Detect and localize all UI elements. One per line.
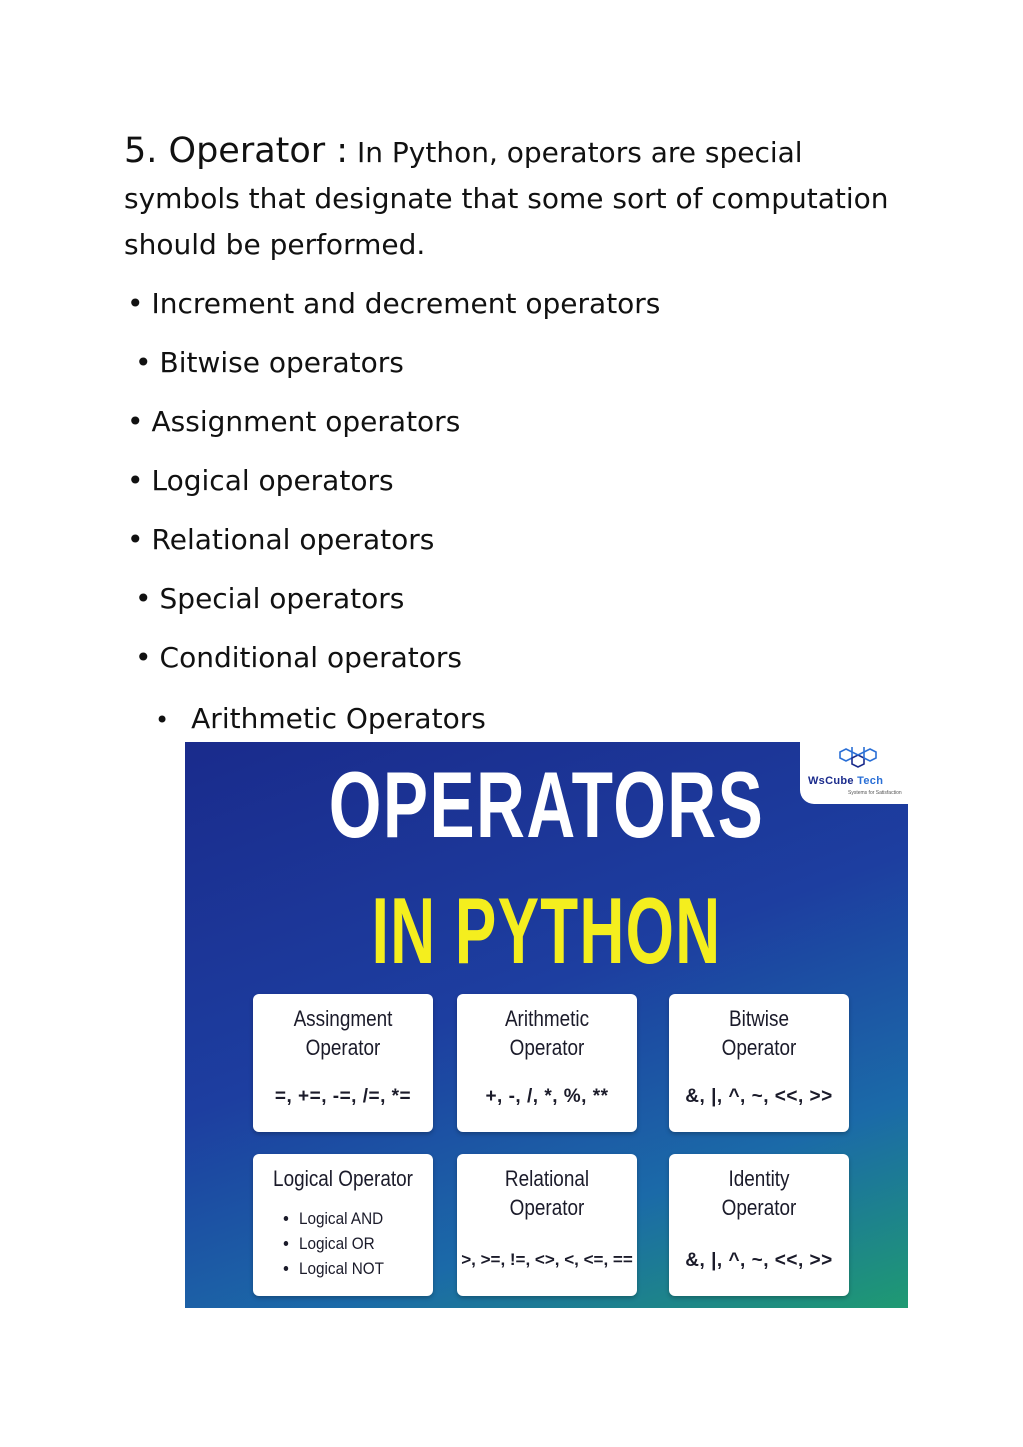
logo-wordmark [808, 775, 883, 787]
operator-card-identity [669, 1154, 849, 1296]
card-title-line2: Operator [721, 1035, 797, 1060]
operator-card-assignment [253, 994, 433, 1132]
logo-tagline: Systems for Satisfaction [848, 790, 902, 796]
bullet-dot: • [135, 346, 152, 379]
bullet-item [127, 522, 434, 558]
card-title-line1: Assingment [293, 1006, 393, 1031]
card-title-line1: Relational [504, 1166, 590, 1191]
card-symbols: >, >=, !=, <>, <, <=, == [461, 1250, 633, 1269]
bullet-dot: • [127, 523, 144, 556]
card-title-line2: Operator [509, 1035, 585, 1060]
bullet-item [135, 581, 404, 617]
operator-card-relational [457, 1154, 637, 1296]
banner-title-line1: OPERATORS [328, 752, 765, 857]
intro-paragraph [124, 128, 914, 268]
operator-card-arithmetic [457, 994, 637, 1132]
card-title [470, 1164, 625, 1222]
bullet-text: Special operators [159, 582, 405, 615]
logical-operator-list [283, 1206, 393, 1281]
card-symbols: &, |, ^, ~, <<, >> [685, 1250, 833, 1271]
operator-card-logical [253, 1154, 433, 1296]
section-heading: 5. Operator : [124, 131, 349, 171]
bullet-item [127, 463, 394, 499]
card-title: Logical Operator [273, 1166, 413, 1191]
bullet-text: Arithmetic Operators [191, 702, 486, 735]
list-item: • Logical OR [299, 1231, 384, 1256]
bullet-dot: • [155, 706, 170, 734]
banner-title-line2: IN PYTHON [371, 878, 722, 983]
bullet-item [127, 404, 460, 440]
card-title-line1: Bitwise [729, 1006, 789, 1031]
bullet-item [135, 345, 404, 381]
wscube-logo [800, 742, 908, 804]
card-title-line2: Operator [305, 1035, 381, 1060]
bullet-text: Bitwise operators [159, 346, 404, 379]
operator-card-bitwise [669, 994, 849, 1132]
logo-brand: WsCube [808, 775, 854, 787]
bullet-dot: • [135, 641, 152, 674]
card-title-line2: Operator [509, 1195, 585, 1220]
card-symbols: =, +=, -=, /=, *= [274, 1086, 412, 1107]
card-title [682, 1004, 837, 1062]
bullet-dot: • [127, 287, 144, 320]
hexagon-logo-icon [838, 747, 884, 775]
bullet-dot: • [135, 582, 152, 615]
bullet-text: Logical operators [151, 464, 394, 497]
list-item: • Logical NOT [299, 1256, 384, 1281]
card-title-line1: Arithmetic [504, 1006, 590, 1031]
operators-banner-image [185, 742, 908, 1308]
card-title [682, 1164, 837, 1222]
bullet-text: Conditional operators [159, 641, 462, 674]
bullet-item [155, 701, 486, 738]
list-item: • Logical AND [299, 1206, 384, 1231]
card-symbols: +, -, /, *, %, ** [485, 1086, 609, 1107]
card-title-line1: Identity [728, 1166, 790, 1191]
bullet-text: Relational operators [151, 523, 435, 556]
logo-brand-tech: Tech [857, 775, 884, 787]
bullet-dot: • [127, 405, 144, 438]
card-title [266, 1004, 421, 1062]
bullet-text: Assignment operators [151, 405, 461, 438]
card-title-line2: Operator [721, 1195, 797, 1220]
intro-text: In Python, operators are special symbols that designate that some sort of computation should be performed. [124, 136, 889, 261]
bullet-item [135, 640, 462, 676]
bullet-dot: • [127, 464, 144, 497]
card-title [470, 1004, 625, 1062]
bullet-text: Increment and decrement operators [151, 287, 661, 320]
bullet-item [127, 286, 660, 322]
card-symbols: &, |, ^, ~, <<, >> [685, 1086, 833, 1107]
